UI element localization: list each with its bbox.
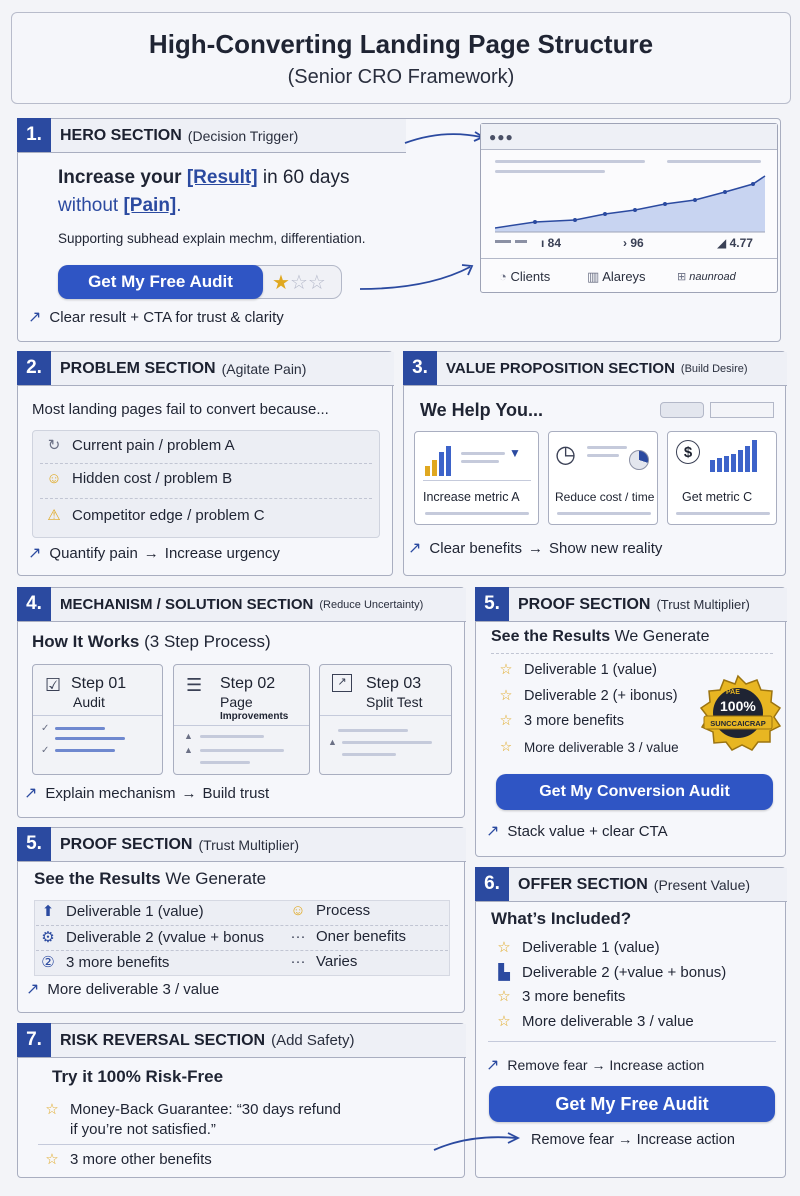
proof-right-note: ↗ Stack value + clear CTA: [486, 822, 668, 840]
mechanism-name: MECHANISM / SOLUTION SECTION: [60, 596, 314, 613]
hero-rating-stars: ★☆☆: [272, 272, 326, 294]
divider: [40, 498, 372, 499]
mock-line: [55, 727, 105, 730]
mock-stat-3: ◢ 4.77: [717, 236, 753, 250]
proof-right-sub: (Trust Multiplier): [656, 597, 750, 612]
mock-dash: [515, 240, 527, 243]
divider: [320, 715, 451, 716]
offer-item-3: ☆ 3 more benefits: [494, 987, 625, 1005]
divider: [36, 925, 448, 926]
proof-left-header: [18, 828, 466, 862]
proof-left-number: 5.: [17, 827, 51, 861]
value-note: ↗ Clear benefits → Show new reality: [408, 539, 663, 557]
arrow-icon: ↗: [26, 981, 40, 998]
offer-sub: (Present Value): [653, 876, 751, 893]
risk-section: [17, 1023, 465, 1178]
star-icon: ☆: [499, 739, 513, 754]
arrow-icon: ↗: [408, 540, 422, 557]
mock-line: [587, 446, 627, 449]
proof-left-row-3-right: ··· Varies: [288, 953, 357, 970]
checkbox-icon: ☑: [45, 675, 62, 695]
step-3-title: Step 03: [366, 675, 422, 692]
chart-icon: ↗: [332, 674, 352, 692]
offer-header: [476, 868, 787, 902]
divider: [491, 653, 773, 654]
problem-intro: Most landing pages fail to convert because...: [32, 401, 329, 418]
mechanism-header: [18, 588, 466, 622]
proof-left-row-2: ⚙ Deliverable 2 (vvalue + bonus: [38, 928, 264, 946]
check-icon: ✓: [41, 723, 50, 734]
risk-header: [18, 1024, 466, 1058]
star-icon: ☆: [497, 1013, 511, 1030]
smile-icon: ☺: [290, 902, 306, 919]
mock-line: [425, 512, 529, 515]
proof-right-item-4: ☆ More deliverable 3 / value: [496, 739, 679, 755]
value-name: VALUE PROPOSITION SECTION: [446, 360, 675, 377]
proof-left-row-3: ② 3 more benefits: [38, 953, 169, 971]
mock-line: [495, 160, 645, 163]
star-icon: ☆: [499, 713, 513, 729]
step-2-title: Step 02: [220, 675, 276, 692]
divider: [488, 1041, 776, 1042]
mock-legend-1: ◔ Clients: [499, 269, 551, 284]
proof-left-sub: (Trust Multiplier): [198, 836, 300, 853]
problem-section: [17, 351, 393, 576]
risk-heading: Try it 100% Risk-Free: [52, 1067, 224, 1086]
mock-line: [667, 160, 761, 163]
hero-section: [17, 118, 781, 342]
proof-left-row-2-right: ··· Oner benefits: [288, 928, 406, 945]
arrow-icon: ↗: [28, 545, 42, 562]
gift-icon: ▙: [498, 964, 510, 981]
mock-divider: [481, 258, 777, 259]
hero-name: HERO SECTION: [60, 126, 182, 144]
mock-stat-1: ı 84: [541, 236, 562, 250]
hero-sub: (Decision Trigger): [187, 127, 299, 144]
mock-line: [200, 749, 284, 752]
mock-line: [200, 735, 264, 738]
risk-item-1-cont: if you’re not satisfied.”: [70, 1121, 216, 1138]
mock-line: [495, 170, 605, 173]
step-card-3: [319, 664, 452, 775]
gear-icon: ⚙: [41, 929, 55, 946]
value-heading: We Help You...: [420, 400, 544, 420]
mock-line: [55, 749, 115, 752]
mock-line: [587, 454, 619, 457]
mock-line: [200, 761, 250, 764]
risk-name: RISK REVERSAL SECTION: [60, 1031, 266, 1049]
hero-arrow-top: [403, 127, 488, 149]
proof-right-heading: See the Results We Generate: [491, 628, 710, 645]
mechanism-number: 4.: [17, 587, 51, 621]
browser-bar: [481, 124, 777, 150]
value-sub: (Build Desire): [680, 362, 748, 375]
mock-line: [557, 512, 651, 515]
value-field: [710, 402, 774, 418]
proof-right-item-1: ☆ Deliverable 1 (value): [496, 662, 657, 678]
mechanism-heading: How It Works (3 Step Process): [32, 632, 271, 651]
mock-stat-2: › 96: [623, 236, 644, 250]
risk-sub: (Add Safety): [271, 1032, 355, 1049]
arrow-icon: ↗: [28, 309, 42, 326]
page-subtitle: (Senior CRO Framework): [287, 66, 515, 88]
offer-note-1: ↗ Remove fear → Increase action: [486, 1057, 705, 1074]
mock-dash: [495, 240, 511, 243]
divider: [423, 480, 531, 481]
proof-right-name: PROOF SECTION: [518, 595, 651, 613]
hero-subhead: Supporting subhead explain mechm, differentiation.: [58, 231, 366, 246]
dots-icon: ···: [290, 928, 306, 945]
proof-cta-button[interactable]: Get My Conversion Audit: [496, 774, 773, 810]
check-icon: ✓: [41, 745, 50, 756]
dollar-icon: $: [676, 440, 700, 464]
bullet-icon: ▲: [184, 745, 193, 755]
problem-item-1: ↻ Current pain / problem A: [44, 436, 235, 454]
problem-sub: (Agitate Pain): [221, 360, 307, 377]
value-card-1-label: Increase metric A: [423, 490, 520, 504]
divider: [38, 1144, 438, 1145]
hero-headline-1: Increase your [Result] in 60 days: [58, 167, 350, 188]
mock-line: [342, 753, 396, 756]
divider: [36, 950, 448, 951]
problem-name: PROBLEM SECTION: [60, 359, 216, 377]
proof-left-note: ↗ More deliverable 3 / value: [26, 980, 220, 998]
risk-item-2: ☆ 3 more other benefits: [42, 1150, 212, 1168]
offer-note-2: Remove fear → Increase action: [531, 1132, 735, 1148]
arrow-icon: ↗: [486, 823, 500, 840]
mechanism-note: ↗ Explain mechanism → Build trust: [24, 784, 270, 802]
value-card-2-label: Reduce cost / time: [555, 490, 655, 504]
offer-item-2: ▙ Deliverable 2 (+value + bonus): [494, 963, 726, 981]
star-icon: ☆: [45, 1101, 59, 1118]
divider: [174, 725, 309, 726]
browser-dots-icon: ●●●: [489, 130, 514, 144]
mechanism-section: [17, 587, 465, 818]
proof-left-name: PROOF SECTION: [60, 835, 193, 853]
divider: [33, 715, 162, 716]
dropdown-icon: ▼: [509, 446, 521, 460]
problem-item-3: ⚠ Competitor edge / problem C: [44, 506, 265, 524]
value-card-1: [414, 431, 539, 525]
proof-left-heading: See the Results We Generate: [34, 869, 267, 888]
star-icon: ☆: [499, 688, 513, 704]
value-section: [403, 351, 786, 576]
value-number: 3.: [403, 351, 437, 385]
mock-line: [461, 452, 505, 455]
hero-cta-button[interactable]: Get My Free Audit: [58, 265, 263, 299]
arrow-icon: ↗: [24, 785, 38, 802]
step-2-label-2: Improvements: [220, 711, 289, 722]
metric-chart-icon: [710, 440, 757, 472]
step-1-title: Step 01: [71, 675, 127, 692]
problem-item-2: ☺ Hidden cost / problem B: [44, 470, 232, 487]
badge-top-text: PAE: [726, 689, 740, 696]
hero-headline-2: without [Pain].: [58, 195, 182, 216]
mock-legend-3: ⊞ naunroad: [677, 271, 736, 283]
bullet-icon: ▲: [184, 731, 193, 741]
offer-heading: What’s Included?: [491, 909, 632, 928]
proof-right-number: 5.: [475, 587, 509, 621]
star-icon: ☆: [497, 939, 511, 956]
bullet-icon: ▲: [328, 737, 337, 747]
step-1-label: Audit: [73, 694, 105, 710]
proof-section-left: [17, 827, 465, 1013]
mock-line: [676, 512, 770, 515]
offer-item-4: ☆ More deliverable 3 / value: [494, 1012, 694, 1030]
proof-right-item-2: ☆ Deliverable 2 (+ ibonus): [496, 688, 678, 704]
number-two-icon: ②: [41, 954, 55, 971]
refresh-icon: ↻: [47, 437, 61, 454]
hero-growth-chart: [495, 174, 767, 236]
mock-legend-2: ▥ Alareys: [587, 269, 646, 284]
hero-note: ↗ Clear result + CTA for trust & clarity: [28, 308, 284, 326]
document-icon: ☰: [186, 675, 203, 695]
arrow-icon: ↗: [486, 1057, 500, 1074]
value-header: [404, 352, 787, 386]
hero-header: [18, 119, 406, 153]
hero-number: 1.: [17, 118, 51, 152]
mock-line: [461, 460, 499, 463]
guarantee-badge-icon: [694, 674, 782, 752]
up-icon: ⬆: [41, 903, 55, 920]
clock-icon: ◷: [555, 441, 576, 468]
star-icon: ☆: [499, 662, 513, 678]
dots-icon: ···: [290, 953, 306, 970]
title-box: [11, 12, 791, 104]
proof-section-right: [475, 587, 786, 857]
divider: [40, 463, 372, 464]
problem-note: ↗ Quantify pain → Increase urgency: [28, 544, 280, 562]
page-title: High-Converting Landing Page Structure: [148, 29, 654, 59]
hero-arrow-bottom: [358, 259, 478, 294]
face-icon: ☺: [46, 470, 62, 487]
mock-line: [55, 737, 125, 740]
proof-right-item-3: ☆ 3 more benefits: [496, 713, 624, 729]
risk-item-1: ☆ Money-Back Guarantee: “30 days refund: [42, 1100, 341, 1118]
offer-item-1: ☆ Deliverable 1 (value): [494, 938, 660, 956]
mechanism-sub: (Reduce Uncertainty): [319, 598, 424, 611]
value-card-2: [548, 431, 658, 525]
step-3-label: Split Test: [366, 694, 423, 710]
value-toggle: [660, 402, 704, 418]
star-icon: ☆: [45, 1151, 59, 1168]
mock-line: [338, 729, 408, 732]
proof-right-header: [476, 588, 787, 622]
risk-number: 7.: [17, 1023, 51, 1057]
offer-name: OFFER SECTION: [518, 875, 648, 893]
mock-line: [342, 741, 432, 744]
problem-number: 2.: [17, 351, 51, 385]
warning-icon: ⚠: [47, 507, 61, 524]
badge-percent: 100%: [720, 698, 756, 714]
proof-left-row-1-right: ☺ Process: [288, 902, 370, 919]
value-card-3-label: Get metric C: [682, 490, 753, 504]
problem-header: [18, 352, 394, 386]
risk-to-offer-arrow: [430, 1128, 525, 1154]
step-2-label: Page: [220, 694, 253, 710]
value-card-3: [667, 431, 777, 525]
badge-label: SUNCCAICRAP: [710, 719, 766, 728]
hero-browser-mockup: [480, 123, 778, 293]
step-card-1: [32, 664, 163, 775]
offer-number: 6.: [475, 867, 509, 901]
metric-chart-icon: [425, 446, 451, 476]
proof-left-row-1: ⬆ Deliverable 1 (value): [38, 902, 204, 920]
step-card-2: [173, 664, 310, 775]
pie-icon: [629, 450, 649, 470]
star-icon: ☆: [497, 988, 511, 1005]
offer-cta-button[interactable]: Get My Free Audit: [489, 1086, 775, 1122]
